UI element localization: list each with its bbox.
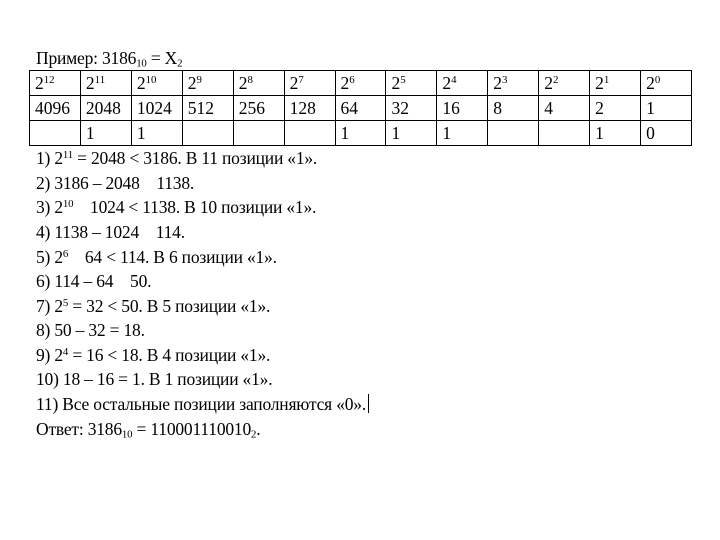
answer-binary: = 110001110010 <box>132 418 252 439</box>
heading-base-to: 2 <box>177 57 183 70</box>
power-base: 2 <box>85 73 95 94</box>
step-7-text-b: = 32 < 50. В 5 позиции «1». <box>68 295 271 316</box>
document-body <box>28 48 698 439</box>
power-exponent: 5 <box>400 74 406 87</box>
step-11-text: 11) Все остальные позиции заполняются «0». <box>36 394 367 415</box>
step-4 <box>36 222 698 247</box>
power-base: 2 <box>187 73 197 94</box>
power-cell <box>131 71 182 96</box>
power-base: 2 <box>289 73 299 94</box>
bit-cell: 1 <box>131 121 182 146</box>
step-7-text-a: 7) 2 <box>36 295 63 316</box>
value-cell: 2 <box>590 96 641 121</box>
power-base: 2 <box>340 73 350 94</box>
value-cell: 512 <box>182 96 233 121</box>
step-1-text-b: = 2048 < 3186. В 11 позиции «1». <box>72 148 318 169</box>
power-exponent: 4 <box>451 74 457 87</box>
bit-cell: 1 <box>437 121 488 146</box>
value-cell: 4096 <box>30 96 81 121</box>
step-11 <box>36 394 698 419</box>
power-cell <box>335 71 386 96</box>
step-2 <box>36 173 698 198</box>
step-3-text-b: 1024 < 1138. В 10 позиции «1». <box>73 197 317 218</box>
power-cell <box>539 71 590 96</box>
power-cell <box>488 71 539 96</box>
bit-cell <box>182 121 233 146</box>
value-cell: 32 <box>386 96 437 121</box>
power-exponent: 3 <box>502 74 508 87</box>
table-row-powers <box>30 71 692 96</box>
bit-cell: 0 <box>641 121 692 146</box>
bit-cell <box>488 121 539 146</box>
step-3-exponent: 10 <box>62 198 74 211</box>
answer-suffix: . <box>256 418 261 439</box>
power-exponent: 11 <box>94 74 106 87</box>
step-6 <box>36 271 698 296</box>
bit-cell: 1 <box>386 121 437 146</box>
answer-base-to: 2 <box>251 428 257 441</box>
bit-cell <box>233 121 284 146</box>
bit-cell <box>30 121 81 146</box>
step-10 <box>36 369 698 394</box>
power-base: 2 <box>35 73 44 94</box>
step-8 <box>36 320 698 345</box>
power-exponent: 8 <box>247 74 253 87</box>
heading-prefix: Пример: 3186 <box>36 48 137 68</box>
step-5 <box>36 247 698 272</box>
example-heading <box>36 48 698 68</box>
heading-base-from: 10 <box>136 57 147 70</box>
step-4-text: 4) 1138 – 1024 114. <box>36 221 185 242</box>
step-2-text: 2) 3186 – 2048 1138. <box>36 172 195 193</box>
bit-cell: 1 <box>80 121 131 146</box>
step-5-text-b: 64 < 114. В 6 позиции «1». <box>68 246 277 267</box>
power-exponent: 10 <box>145 74 157 87</box>
step-9-exponent: 4 <box>62 345 69 358</box>
power-exponent: 2 <box>552 74 559 87</box>
value-cell: 128 <box>284 96 335 121</box>
step-3 <box>36 197 698 222</box>
power-base: 2 <box>595 73 604 94</box>
power-exponent: 6 <box>349 74 355 87</box>
step-1-exponent: 11 <box>62 149 73 162</box>
value-cell: 64 <box>335 96 386 121</box>
step-1 <box>36 148 698 173</box>
power-base: 2 <box>493 73 503 94</box>
text-cursor <box>368 394 369 413</box>
step-9-text-b: = 16 < 18. В 4 позиции «1». <box>68 344 271 365</box>
answer-line <box>36 419 698 439</box>
power-exponent: 0 <box>654 74 661 87</box>
value-cell: 4 <box>539 96 590 121</box>
solution-steps <box>36 148 698 419</box>
value-cell: 2048 <box>80 96 131 121</box>
step-7-exponent: 5 <box>62 296 69 309</box>
table-row-values <box>30 96 692 121</box>
value-cell: 256 <box>233 96 284 121</box>
power-exponent: 12 <box>43 74 55 87</box>
value-cell: 16 <box>437 96 488 121</box>
power-base: 2 <box>646 73 655 94</box>
power-cell <box>641 71 692 96</box>
binary-positions-table <box>29 70 692 146</box>
power-base: 2 <box>544 73 553 94</box>
step-1-text-a: 1) 2 <box>36 148 63 169</box>
answer-base-from: 10 <box>121 428 133 441</box>
power-cell <box>233 71 284 96</box>
value-cell: 1024 <box>131 96 182 121</box>
step-6-text: 6) 114 – 64 50. <box>36 271 152 292</box>
table-row-bits <box>30 121 692 146</box>
power-base: 2 <box>442 73 452 94</box>
step-9 <box>36 345 698 370</box>
power-cell <box>284 71 335 96</box>
power-cell <box>80 71 131 96</box>
power-cell <box>30 71 81 96</box>
step-3-text-a: 3) 2 <box>36 197 63 218</box>
power-exponent: 9 <box>196 74 202 87</box>
power-cell <box>182 71 233 96</box>
heading-middle: = X <box>146 48 178 68</box>
step-7 <box>36 296 698 321</box>
step-9-text-a: 9) 2 <box>36 344 63 365</box>
bit-cell: 1 <box>590 121 641 146</box>
value-cell: 1 <box>641 96 692 121</box>
power-base: 2 <box>391 73 401 94</box>
power-cell <box>386 71 437 96</box>
power-cell <box>590 71 641 96</box>
bit-cell <box>539 121 590 146</box>
power-cell <box>437 71 488 96</box>
answer-prefix: Ответ: 3186 <box>36 418 122 439</box>
step-10-text: 10) 18 – 16 = 1. В 1 позиции «1». <box>36 369 273 390</box>
power-base: 2 <box>136 73 146 94</box>
power-exponent: 1 <box>603 74 610 87</box>
value-cell: 8 <box>488 96 539 121</box>
bit-cell: 1 <box>335 121 386 146</box>
step-5-exponent: 6 <box>62 247 69 260</box>
power-base: 2 <box>238 73 248 94</box>
step-5-text-a: 5) 2 <box>36 246 63 267</box>
bit-cell <box>284 121 335 146</box>
power-exponent: 7 <box>298 74 304 87</box>
step-8-text: 8) 50 – 32 = 18. <box>36 320 145 341</box>
